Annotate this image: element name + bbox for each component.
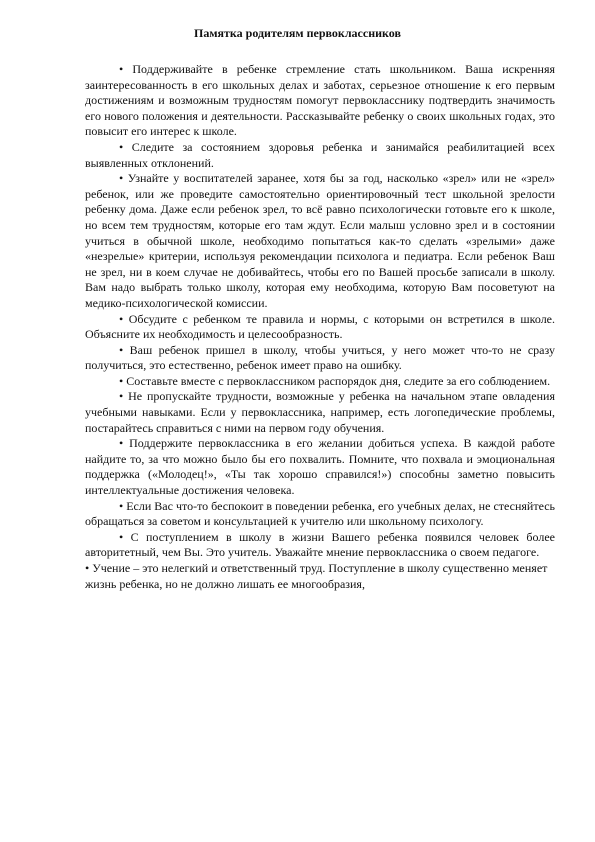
bullet-icon: • bbox=[119, 342, 124, 357]
paragraph-5 bbox=[85, 343, 555, 374]
bullet-icon: • bbox=[119, 529, 124, 544]
paragraph-2 bbox=[85, 140, 555, 171]
paragraph-6 bbox=[85, 374, 555, 390]
paragraph-10 bbox=[85, 530, 555, 561]
paragraph-text: Составьте вместе с первоклассником распорядок дня, следите за его соблюдением. bbox=[126, 373, 551, 388]
paragraph-1 bbox=[85, 62, 555, 140]
bullet-icon: • bbox=[119, 171, 124, 186]
bullet-icon: • bbox=[119, 139, 124, 154]
bullet-icon: • bbox=[119, 389, 124, 404]
paragraph-text: Поддержите первоклассника в его желании добиться успеха. В каждой работе найдите то, за что можно было бы его похвалить. Помните, что похвала и эмоциональная поддержка («Молодец!», «Ты так хорошо справился!») способны заметно повысить интеллектуальные достижения человека. bbox=[85, 436, 555, 498]
bullet-icon: • bbox=[119, 311, 124, 326]
paragraph-text: С поступлением в школу в жизни Вашего ребенка появился человек более авторитетный, чем Вы. Это учитель. Уважайте мнение первоклассника о своем педагоге. bbox=[85, 529, 555, 560]
paragraph-text: Ваш ребенок пришел в школу, чтобы учиться, у него может что-то не сразу получиться, это естественно, ребенок имеет право на ошибку. bbox=[85, 342, 555, 373]
paragraph-text: Узнайте у воспитателей заранее, хотя бы за год, насколько «зрел» или не «зрел» ребенок, или же проведите самостоятельно ориентировочный тест школьной зрелости ребенку дома. Даже если ребенок зрел, то всё равно психологически готовьте его к школе, но всем тем трудностям, которые его там ждут. Если малыш условно зрел и в состоянии учиться в обычной школе, необходимо попытаться как-то сделать «зрелыми» даже «незрелые» критерии, используя рекомендации психолога и педиатра. Если ребенок Ваш не зрел, ни в коем случае не добивайтесь, чтобы его по Вашей просьбе записали в школу. Вам надо выбрать только школу, которая ему необходима, которую Вам посоветуют на медико-психологической комиссии. bbox=[85, 171, 555, 310]
paragraph-4 bbox=[85, 312, 555, 343]
paragraph-3 bbox=[85, 171, 555, 311]
paragraph-9 bbox=[85, 499, 555, 530]
paragraph-text: Обсудите с ребенком те правила и нормы, с которыми он встретился в школе. Объясните их необходимость и целесообразность. bbox=[85, 311, 556, 342]
bullet-icon: • bbox=[85, 561, 90, 575]
paragraph-text: Следите за состоянием здоровья ребенка и занимайся реабилитацией всех выявленных отклонений. bbox=[85, 139, 556, 170]
paragraph-text: Если Вас что-то беспокоит в поведении ребенка, его учебных делах, не стесняйтесь обращаться за советом и консультацией к учителю или школьному психологу. bbox=[85, 498, 556, 529]
paragraph-text: Не пропускайте трудности, возможные у ребенка на начальном этапе овладения учебными навыками. Если у первоклассника, например, есть логопедические проблемы, постарайтесь справиться с ними на первом году обучения. bbox=[85, 389, 555, 435]
paragraph-text: Поддерживайте в ребенке стремление стать школьником. Ваша искренняя заинтересованность в его школьных делах и заботах, серьезное отношение к его первым достижениям и возможным трудностям помогут первокласснику подтвердить значимость его нового положения и деятельности. Рассказывайте ребенку о своих школьных годах, это повысит его интерес к школе. bbox=[85, 62, 556, 139]
bullet-icon: • bbox=[119, 436, 124, 451]
bullet-icon: • bbox=[119, 62, 124, 76]
document-body bbox=[85, 62, 555, 592]
paragraph-8 bbox=[85, 436, 555, 498]
bullet-icon: • bbox=[119, 373, 124, 388]
bullet-icon: • bbox=[119, 498, 124, 513]
document-title: Памятка родителям первоклассников bbox=[194, 26, 401, 40]
paragraph-11 bbox=[85, 561, 555, 592]
paragraph-text: Учение – это нелегкий и ответственный труд. Поступление в школу существенно меняет жизнь ребенка, но не должно лишать ее многообразия, bbox=[85, 561, 548, 591]
paragraph-7 bbox=[85, 389, 555, 436]
